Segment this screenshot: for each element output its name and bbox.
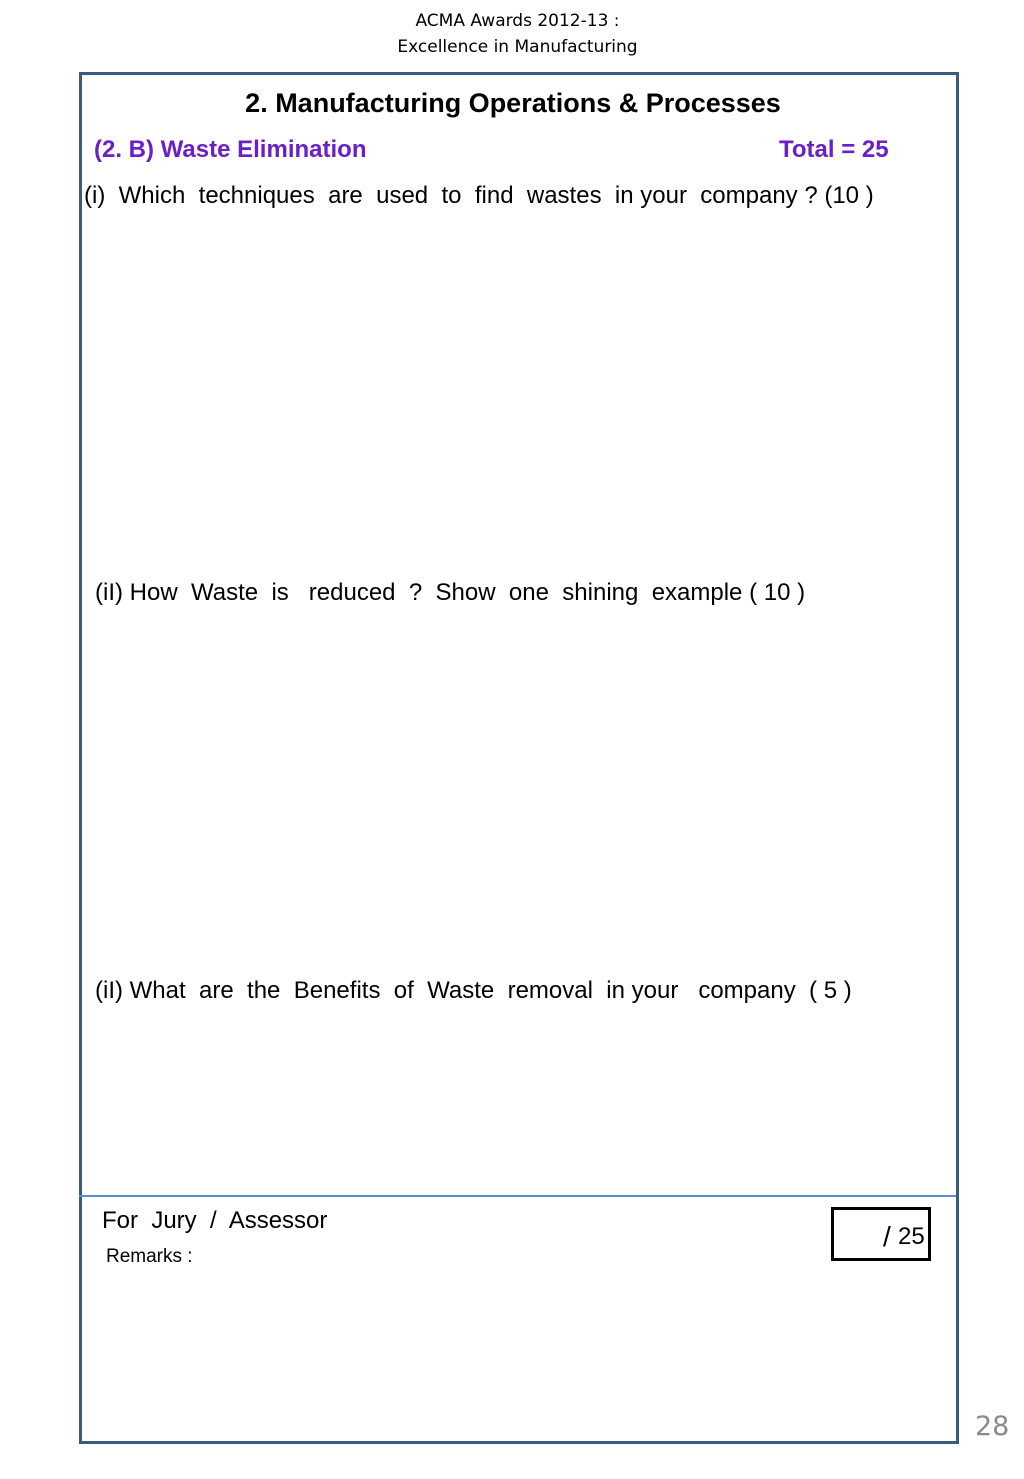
section-title: 2. Manufacturing Operations & Processes xyxy=(245,88,781,118)
header-line-2: Excellence in Manufacturing xyxy=(397,37,638,57)
score-box xyxy=(831,1207,931,1261)
jury-divider xyxy=(79,1195,956,1197)
score-total: 25 xyxy=(898,1223,925,1250)
remarks-label: Remarks : xyxy=(106,1246,193,1267)
form-frame xyxy=(79,72,959,1444)
question-1: (i) Which techniques are used to find wastes in your company ? (10 ) xyxy=(84,182,874,209)
jury-heading: For Jury / Assessor xyxy=(102,1207,328,1234)
subsection-title: (2. B) Waste Elimination xyxy=(94,136,367,163)
score-separator: / xyxy=(883,1221,891,1252)
question-2: (iI) How Waste is reduced ? Show one shining example ( 10 ) xyxy=(95,579,806,606)
question-3: (iI) What are the Benefits of Waste removal in your company ( 5 ) xyxy=(95,977,852,1004)
document-header xyxy=(0,8,1024,60)
header-line-1: ACMA Awards 2012-13 : xyxy=(415,11,620,31)
page-number: 28 xyxy=(975,1411,1010,1442)
total-label: Total = 25 xyxy=(779,136,889,163)
